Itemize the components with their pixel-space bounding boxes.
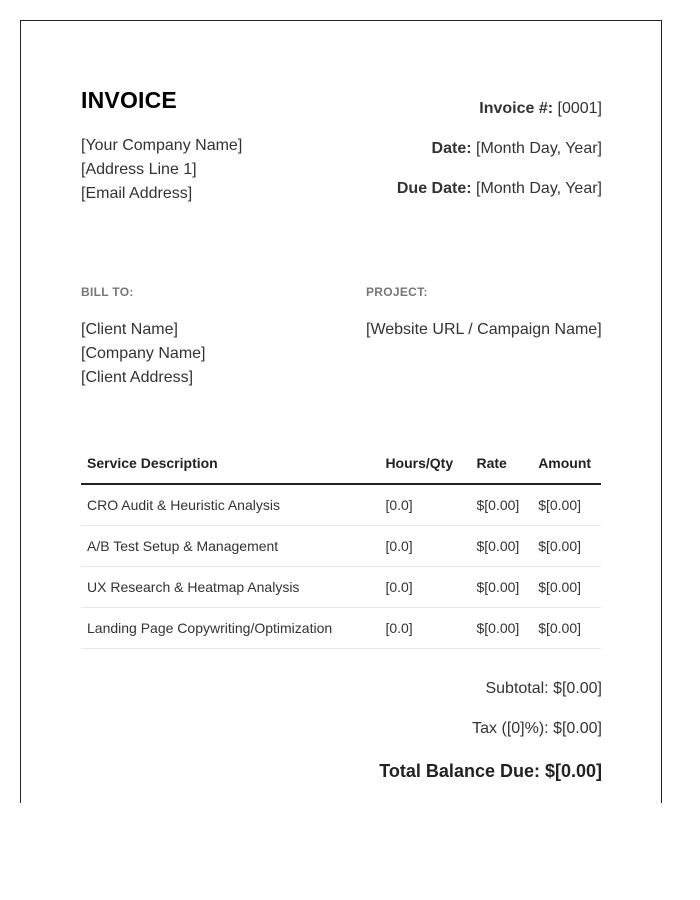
bill-to-label: BILL TO: <box>81 285 134 299</box>
invoice-number-label: Invoice #: <box>479 100 554 117</box>
company-info <box>81 134 242 206</box>
line-items-table <box>81 443 601 649</box>
subtotal: Subtotal: $[0.00] <box>485 680 602 697</box>
row-rate: $[0.00] <box>470 484 532 526</box>
row-amount: $[0.00] <box>532 484 601 526</box>
table-header-row <box>81 443 601 484</box>
invoice-title: INVOICE <box>81 87 177 113</box>
row-description: A/B Test Setup & Management <box>81 526 379 567</box>
invoice-page <box>20 20 662 803</box>
header-amount: Amount <box>532 443 601 484</box>
table-row <box>81 567 601 608</box>
row-rate: $[0.00] <box>470 526 532 567</box>
row-hours-qty: [0.0] <box>379 526 470 567</box>
client-company-name: [Company Name] <box>81 345 206 362</box>
client-address: [Client Address] <box>81 369 194 386</box>
invoice-date-label: Date: <box>431 140 472 157</box>
header-service-description: Service Description <box>81 443 379 484</box>
invoice-number-value: [0001] <box>557 100 602 117</box>
row-rate: $[0.00] <box>470 608 532 649</box>
company-name: [Your Company Name] <box>81 137 243 154</box>
due-date-row <box>397 179 602 219</box>
row-description: Landing Page Copywriting/Optimization <box>81 608 379 649</box>
invoice-meta <box>397 99 602 219</box>
row-amount: $[0.00] <box>532 608 601 649</box>
row-description: UX Research & Heatmap Analysis <box>81 567 379 608</box>
project-value: [Website URL / Campaign Name] <box>366 321 602 338</box>
totals-block <box>379 677 602 783</box>
company-email: [Email Address] <box>81 185 193 202</box>
invoice-date-row <box>397 139 602 179</box>
row-amount: $[0.00] <box>532 567 601 608</box>
row-hours-qty: [0.0] <box>379 567 470 608</box>
table-row <box>81 484 601 526</box>
tax: Tax ([0]%): $[0.00] <box>472 720 602 737</box>
due-date-label: Due Date: <box>396 180 472 197</box>
header-rate: Rate <box>470 443 532 484</box>
row-hours-qty: [0.0] <box>379 608 470 649</box>
invoice-number-row <box>397 99 602 139</box>
bill-to-block <box>81 318 206 390</box>
invoice-date-value: [Month Day, Year] <box>476 140 602 157</box>
row-amount: $[0.00] <box>532 526 601 567</box>
client-name: [Client Name] <box>81 321 178 338</box>
row-rate: $[0.00] <box>470 567 532 608</box>
header-hours-qty: Hours/Qty <box>379 443 470 484</box>
total-balance-due: Total Balance Due: $[0.00] <box>379 761 602 781</box>
due-date-value: [Month Day, Year] <box>476 180 602 197</box>
table-row <box>81 608 601 649</box>
row-hours-qty: [0.0] <box>379 484 470 526</box>
company-address: [Address Line 1] <box>81 161 197 178</box>
table-row <box>81 526 601 567</box>
project-label: PROJECT: <box>366 285 428 299</box>
row-description: CRO Audit & Heuristic Analysis <box>81 484 379 526</box>
